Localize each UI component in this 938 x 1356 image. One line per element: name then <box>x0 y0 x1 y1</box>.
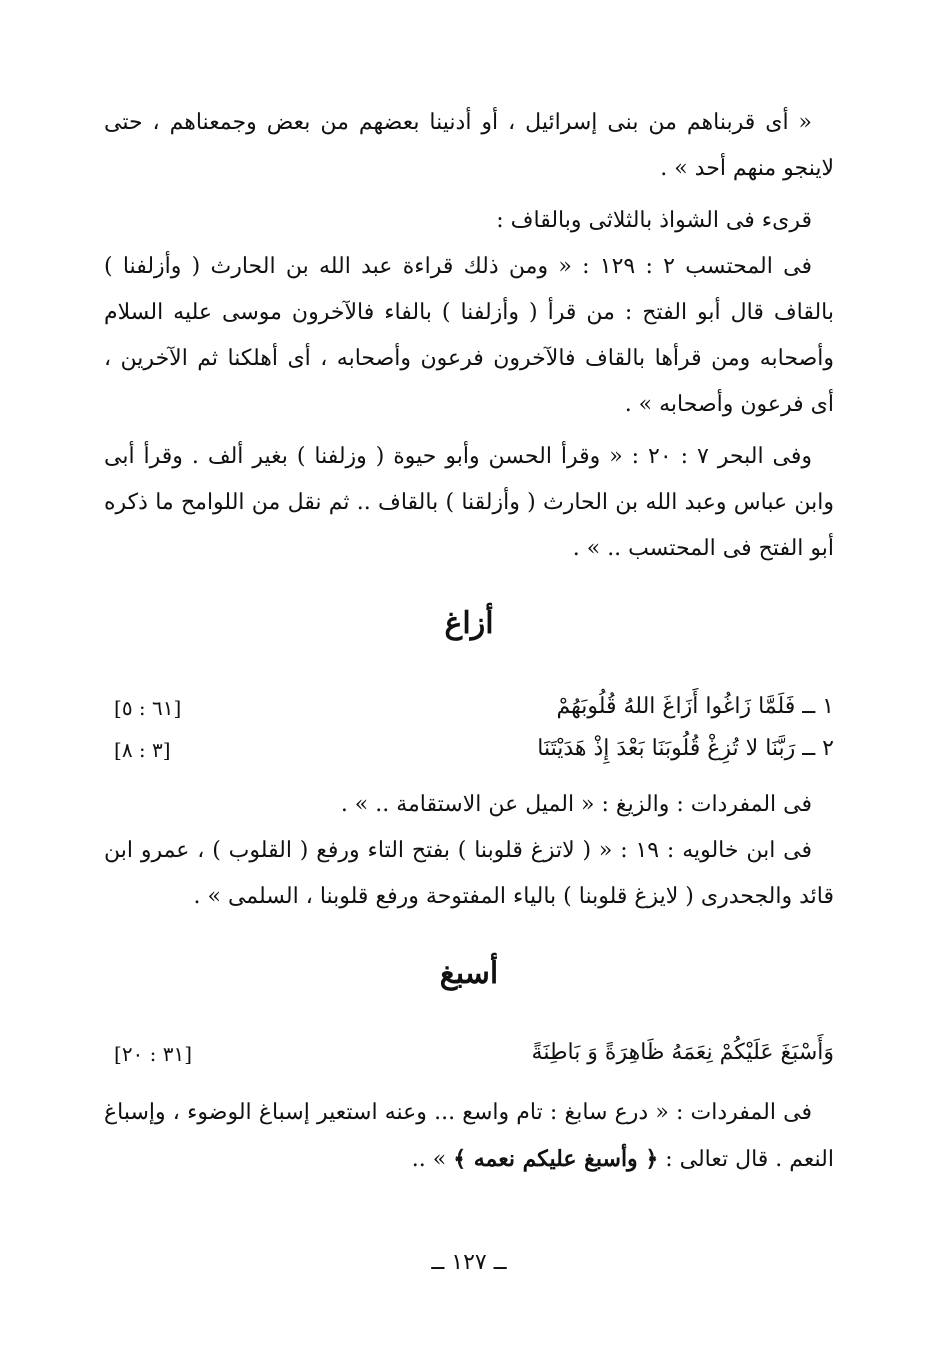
verse-text: ١ ــ فَلَمَّا زَاغُوا أَزَاغَ اللهُ قُلُوبَهُمْ <box>556 694 834 719</box>
page-number: ــ ١٢٧ ــ <box>431 1250 507 1275</box>
verse-text: ٢ ــ رَبَّنَا لا تُزِغْ قُلُوبَنَا بَعْدَ إِذْ هَدَيْتَنَا <box>537 736 834 761</box>
paragraph-text: فى المفردات : « درع سابغ : تام واسع ... وعنه استعير إسباغ الوضوء ، وإسباغ النعم . قال تعالى : <box>104 1100 834 1172</box>
verse-text: وَأَسْبَغَ عَلَيْكُمْ نِعَمَهُ ظَاهِرَةً وَ بَاطِنَةً <box>531 1040 834 1065</box>
verse-reference: [٣١ : ٢٠] <box>114 1042 193 1066</box>
quran-quote: ﴿ وأسبغ عليكم نعمه ﴾ <box>453 1146 659 1172</box>
paragraph-bahr-citation <box>104 434 834 572</box>
verse-line-1 <box>104 694 834 734</box>
verse-line-3 <box>104 1040 834 1080</box>
section-heading-azagha: أزاغ <box>444 606 494 641</box>
verse-reference: [٦١ : ٥] <box>114 696 182 720</box>
paragraph-text: وفى البحر ٧ : ٢٠ : « وقرأ الحسن وأبو حيوة ( وزلفنا ) بغير ألف . وقرأ أبى وابن عباس وعبد الله بن الحارث ( وأزلقنا ) بالقاف .. ثم نقل من اللوامح ما ذكره أبو الفتح فى المحتسب .. » . <box>104 444 834 561</box>
paragraph-mufradat-zaygh <box>104 782 834 828</box>
verse-reference: [٣ : ٨] <box>114 738 171 762</box>
verse-line-2 <box>104 736 834 776</box>
paragraph-khalawayh-citation <box>104 828 834 920</box>
paragraph-text: « أى قربناهم من بنى إسرائيل ، أو أدنينا بعضهم من بعض وجمعناهم ، حتى لاينجو منهم أحد » . <box>104 110 834 181</box>
paragraph-text: قرىء فى الشواذ بالثلاثى وبالقاف : <box>496 208 812 233</box>
paragraph-muhtasab-citation <box>104 244 834 428</box>
paragraph-mufradat-sabigh <box>104 1090 834 1183</box>
paragraph-shawadh-reading <box>104 198 834 244</box>
paragraph-text-end: » .. <box>411 1147 454 1172</box>
paragraph-text: فى المحتسب ٢ : ١٢٩ : « ومن ذلك قراءة عبد الله بن الحارث ( وأزلفنا ) بالقاف قال أبو الفتح : من قرأ ( وأزلفنا ) بالفاء فالآخرون موسى عليه السلام وأصحابه ومن قرأها بالقاف فالآخرون فرعون وأصحابه ، أى أهلكنا ثم الآخرين ، أى فرعون وأصحابه » . <box>104 254 834 417</box>
paragraph-quote-intro <box>104 100 834 192</box>
paragraph-text: فى ابن خالويه : ١٩ : « ( لاتزغ قلوبنا ) بفتح التاء ورفع ( القلوب ) ، عمرو ابن قائد والجحدرى ( لايزغ قلوبنا ) بالياء المفتوحة ورفع قلوبنا ، السلمى » . <box>104 838 834 909</box>
section-heading-asbagha: أسبغ <box>439 956 499 991</box>
paragraph-text: فى المفردات : والزيغ : « الميل عن الاستقامة .. » . <box>340 792 812 817</box>
